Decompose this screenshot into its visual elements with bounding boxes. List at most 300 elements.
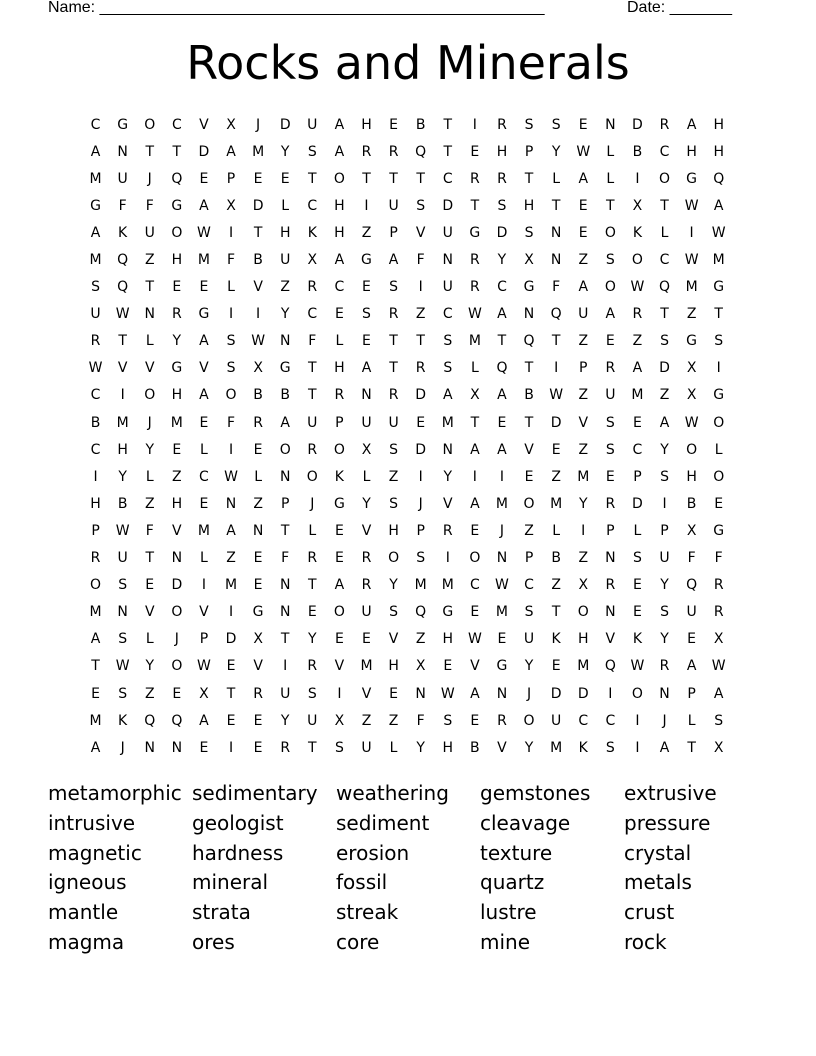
grid-letter[interactable]: T bbox=[308, 577, 317, 594]
grid-letter[interactable]: A bbox=[226, 143, 236, 160]
grid-letter[interactable]: V bbox=[199, 116, 209, 133]
grid-letter[interactable]: S bbox=[389, 279, 399, 296]
grid-letter[interactable]: R bbox=[497, 116, 507, 133]
grid-letter[interactable]: T bbox=[606, 197, 615, 214]
grid-letter[interactable]: Y bbox=[660, 441, 669, 458]
grid-letter[interactable]: U bbox=[578, 306, 589, 323]
grid-letter[interactable]: F bbox=[714, 550, 723, 567]
grid-letter[interactable]: R bbox=[334, 387, 345, 404]
grid-letter[interactable]: E bbox=[334, 550, 344, 567]
grid-letter[interactable]: U bbox=[686, 604, 697, 621]
grid-letter[interactable]: O bbox=[90, 577, 102, 594]
grid-letter[interactable]: T bbox=[524, 360, 534, 377]
grid-letter[interactable]: I bbox=[581, 522, 586, 539]
grid-letter[interactable]: H bbox=[334, 224, 345, 241]
grid-letter[interactable]: Y bbox=[524, 739, 534, 756]
grid-letter[interactable]: T bbox=[308, 170, 317, 187]
grid-letter[interactable]: R bbox=[388, 143, 399, 160]
grid-letter[interactable]: S bbox=[118, 631, 128, 648]
grid-letter[interactable]: R bbox=[361, 577, 372, 594]
grid-letter[interactable]: M bbox=[495, 495, 508, 512]
grid-letter[interactable]: E bbox=[470, 143, 480, 160]
grid-letter[interactable]: A bbox=[497, 306, 507, 323]
grid-letter[interactable]: L bbox=[633, 522, 642, 539]
grid-letter[interactable]: E bbox=[253, 170, 263, 187]
grid-letter[interactable]: J bbox=[120, 739, 125, 756]
grid-letter[interactable]: E bbox=[524, 468, 534, 485]
grid-letter[interactable]: S bbox=[605, 414, 615, 431]
grid-letter[interactable]: T bbox=[660, 306, 669, 323]
grid-letter[interactable]: A bbox=[632, 360, 643, 377]
grid-letter[interactable]: L bbox=[606, 170, 615, 187]
grid-letter[interactable]: T bbox=[308, 387, 317, 404]
grid-letter[interactable]: N bbox=[496, 550, 508, 567]
grid-letter[interactable]: S bbox=[524, 116, 534, 133]
grid-letter[interactable]: A bbox=[199, 197, 209, 214]
grid-letter[interactable]: C bbox=[469, 577, 480, 594]
grid-letter[interactable]: E bbox=[199, 414, 209, 431]
grid-letter[interactable]: T bbox=[470, 197, 480, 214]
grid-letter[interactable]: X bbox=[524, 252, 534, 269]
grid-letter[interactable]: Y bbox=[416, 739, 425, 756]
grid-letter[interactable]: U bbox=[280, 685, 291, 702]
grid-letter[interactable]: E bbox=[389, 685, 398, 702]
grid-letter[interactable]: M bbox=[89, 712, 102, 729]
grid-letter[interactable]: I bbox=[228, 224, 234, 241]
grid-letter[interactable]: U bbox=[144, 224, 155, 241]
grid-letter[interactable]: V bbox=[334, 658, 345, 675]
grid-letter[interactable]: I bbox=[418, 279, 423, 296]
grid-letter[interactable]: M bbox=[89, 170, 102, 187]
grid-letter[interactable]: T bbox=[443, 116, 453, 133]
grid-letter[interactable]: H bbox=[713, 143, 724, 160]
grid-letter[interactable]: F bbox=[145, 197, 154, 214]
grid-letter[interactable]: E bbox=[470, 522, 480, 539]
grid-letter[interactable]: V bbox=[470, 658, 480, 675]
grid-letter[interactable]: O bbox=[225, 387, 237, 404]
grid-letter[interactable]: K bbox=[632, 224, 643, 241]
grid-letter[interactable]: E bbox=[362, 631, 371, 648]
grid-letter[interactable]: T bbox=[660, 197, 669, 214]
grid-letter[interactable]: Z bbox=[524, 522, 534, 539]
grid-letter[interactable]: I bbox=[445, 550, 450, 567]
grid-letter[interactable]: E bbox=[226, 658, 236, 675]
grid-letter[interactable]: D bbox=[171, 577, 183, 594]
grid-letter[interactable]: A bbox=[334, 143, 345, 160]
grid-letter[interactable]: V bbox=[442, 495, 453, 512]
grid-letter[interactable]: U bbox=[605, 387, 616, 404]
grid-letter[interactable]: H bbox=[388, 522, 399, 539]
grid-letter[interactable]: M bbox=[170, 414, 183, 431]
grid-letter[interactable]: X bbox=[226, 197, 236, 214]
grid-letter[interactable]: Z bbox=[144, 495, 155, 512]
grid-letter[interactable]: I bbox=[337, 685, 342, 702]
grid-letter[interactable]: M bbox=[360, 658, 373, 675]
grid-letter[interactable]: S bbox=[362, 306, 371, 323]
grid-letter[interactable]: R bbox=[90, 550, 101, 567]
grid-letter[interactable]: E bbox=[443, 658, 453, 675]
grid-letter[interactable]: T bbox=[443, 143, 453, 160]
grid-letter[interactable]: W bbox=[467, 306, 482, 323]
grid-letter[interactable]: Q bbox=[117, 252, 129, 269]
grid-letter[interactable]: O bbox=[631, 685, 643, 702]
grid-letter[interactable]: G bbox=[198, 306, 210, 323]
grid-letter[interactable]: U bbox=[117, 550, 128, 567]
grid-letter[interactable]: S bbox=[416, 550, 426, 567]
grid-letter[interactable]: X bbox=[686, 387, 697, 404]
grid-letter[interactable]: D bbox=[550, 414, 562, 431]
grid-letter[interactable]: J bbox=[256, 116, 261, 133]
grid-letter[interactable]: F bbox=[416, 712, 425, 729]
grid-letter[interactable]: H bbox=[713, 116, 724, 133]
grid-letter[interactable]: H bbox=[577, 631, 589, 648]
grid-letter[interactable]: B bbox=[280, 387, 290, 404]
grid-letter[interactable]: M bbox=[116, 414, 129, 431]
grid-letter[interactable]: A bbox=[686, 658, 697, 675]
grid-letter[interactable]: R bbox=[388, 306, 399, 323]
grid-letter[interactable]: Q bbox=[659, 279, 671, 296]
grid-letter[interactable]: N bbox=[144, 306, 155, 323]
grid-letter[interactable]: O bbox=[604, 224, 616, 241]
grid-letter[interactable]: C bbox=[524, 577, 534, 594]
grid-letter[interactable]: A bbox=[199, 712, 209, 729]
grid-letter[interactable]: A bbox=[686, 116, 697, 133]
grid-letter[interactable]: J bbox=[499, 522, 505, 539]
grid-letter[interactable]: Y bbox=[145, 658, 155, 675]
grid-letter[interactable]: K bbox=[307, 224, 317, 241]
grid-letter[interactable]: E bbox=[199, 170, 209, 187]
grid-letter[interactable]: A bbox=[578, 279, 589, 296]
grid-letter[interactable]: V bbox=[415, 224, 426, 241]
grid-letter[interactable]: W bbox=[711, 658, 726, 675]
grid-letter[interactable]: Z bbox=[144, 252, 155, 269]
grid-letter[interactable]: P bbox=[199, 631, 209, 648]
grid-letter[interactable]: C bbox=[90, 387, 101, 404]
grid-letter[interactable]: R bbox=[171, 306, 182, 323]
grid-letter[interactable]: F bbox=[226, 252, 236, 269]
grid-letter[interactable]: H bbox=[686, 143, 697, 160]
grid-letter[interactable]: Q bbox=[415, 604, 427, 621]
grid-letter[interactable]: F bbox=[552, 279, 561, 296]
grid-letter[interactable]: H bbox=[523, 197, 535, 214]
grid-letter[interactable]: N bbox=[442, 252, 453, 269]
grid-letter[interactable]: B bbox=[551, 550, 561, 567]
grid-letter[interactable]: C bbox=[171, 116, 182, 133]
grid-letter[interactable]: M bbox=[468, 333, 481, 350]
grid-letter[interactable]: I bbox=[689, 224, 694, 241]
grid-letter[interactable]: D bbox=[496, 224, 508, 241]
grid-letter[interactable]: H bbox=[171, 252, 183, 269]
grid-letter[interactable]: W bbox=[115, 522, 130, 539]
grid-letter[interactable]: A bbox=[470, 495, 480, 512]
grid-letter[interactable]: H bbox=[90, 495, 101, 512]
grid-letter[interactable]: S bbox=[307, 143, 317, 160]
grid-letter[interactable]: T bbox=[389, 333, 398, 350]
grid-letter[interactable]: I bbox=[472, 116, 477, 133]
grid-letter[interactable]: E bbox=[578, 197, 588, 214]
grid-letter[interactable]: S bbox=[416, 197, 426, 214]
grid-letter[interactable]: R bbox=[90, 333, 101, 350]
grid-letter[interactable]: W bbox=[549, 387, 564, 404]
grid-letter[interactable]: S bbox=[497, 197, 507, 214]
grid-letter[interactable]: W bbox=[115, 658, 130, 675]
grid-letter[interactable]: L bbox=[389, 739, 398, 756]
grid-letter[interactable]: P bbox=[524, 143, 534, 160]
grid-letter[interactable]: F bbox=[416, 252, 425, 269]
grid-letter[interactable]: O bbox=[144, 116, 156, 133]
grid-letter[interactable]: V bbox=[172, 522, 182, 539]
grid-letter[interactable]: L bbox=[552, 522, 561, 539]
grid-letter[interactable]: E bbox=[362, 333, 371, 350]
grid-letter[interactable]: A bbox=[334, 577, 345, 594]
grid-letter[interactable]: X bbox=[226, 116, 236, 133]
grid-letter[interactable]: L bbox=[254, 468, 263, 485]
grid-letter[interactable]: L bbox=[200, 441, 208, 458]
grid-letter[interactable]: S bbox=[605, 739, 615, 756]
grid-letter[interactable]: E bbox=[334, 522, 344, 539]
grid-letter[interactable]: Q bbox=[686, 577, 698, 594]
grid-letter[interactable]: B bbox=[686, 495, 697, 512]
grid-letter[interactable]: S bbox=[551, 116, 561, 133]
grid-letter[interactable]: S bbox=[389, 441, 399, 458]
grid-letter[interactable]: S bbox=[524, 224, 534, 241]
grid-letter[interactable]: Z bbox=[551, 468, 561, 485]
grid-letter[interactable]: U bbox=[307, 712, 318, 729]
grid-letter[interactable]: R bbox=[605, 577, 616, 594]
grid-letter[interactable]: S bbox=[226, 333, 236, 350]
grid-letter[interactable]: Y bbox=[362, 495, 371, 512]
grid-letter[interactable]: Z bbox=[578, 333, 589, 350]
grid-letter[interactable]: Z bbox=[361, 712, 372, 729]
grid-letter[interactable]: L bbox=[687, 712, 696, 729]
grid-letter[interactable]: T bbox=[172, 143, 182, 160]
grid-letter[interactable]: Y bbox=[280, 143, 290, 160]
grid-letter[interactable]: P bbox=[524, 550, 534, 567]
grid-letter[interactable]: Z bbox=[361, 224, 372, 241]
grid-letter[interactable]: B bbox=[415, 116, 426, 133]
grid-letter[interactable]: R bbox=[361, 550, 372, 567]
grid-letter[interactable]: N bbox=[605, 550, 616, 567]
grid-letter[interactable]: Q bbox=[171, 712, 183, 729]
grid-letter[interactable]: A bbox=[497, 387, 507, 404]
grid-letter[interactable]: I bbox=[228, 306, 234, 323]
grid-letter[interactable]: R bbox=[497, 170, 507, 187]
grid-letter[interactable]: A bbox=[226, 522, 236, 539]
grid-letter[interactable]: K bbox=[578, 739, 588, 756]
grid-letter[interactable]: A bbox=[659, 414, 670, 431]
grid-letter[interactable]: E bbox=[578, 224, 588, 241]
grid-letter[interactable]: O bbox=[171, 658, 183, 675]
grid-letter[interactable]: E bbox=[416, 414, 426, 431]
grid-letter[interactable]: Y bbox=[524, 658, 534, 675]
grid-letter[interactable]: L bbox=[308, 522, 317, 539]
grid-letter[interactable]: X bbox=[361, 441, 372, 458]
grid-letter[interactable]: E bbox=[470, 604, 480, 621]
grid-letter[interactable]: O bbox=[631, 252, 643, 269]
grid-letter[interactable]: T bbox=[551, 197, 561, 214]
grid-letter[interactable]: Y bbox=[660, 631, 669, 648]
grid-letter[interactable]: X bbox=[632, 197, 643, 214]
grid-letter[interactable]: I bbox=[228, 604, 234, 621]
grid-letter[interactable]: Q bbox=[713, 170, 725, 187]
grid-letter[interactable]: L bbox=[145, 468, 154, 485]
grid-letter[interactable]: S bbox=[714, 333, 724, 350]
grid-letter[interactable]: V bbox=[144, 360, 155, 377]
grid-letter[interactable]: W bbox=[576, 143, 591, 160]
grid-letter[interactable]: J bbox=[310, 495, 315, 512]
grid-letter[interactable]: N bbox=[171, 550, 183, 567]
grid-letter[interactable]: J bbox=[147, 170, 152, 187]
grid-letter[interactable]: D bbox=[577, 685, 589, 702]
grid-letter[interactable]: M bbox=[441, 577, 454, 594]
grid-letter[interactable]: R bbox=[713, 604, 724, 621]
grid-letter[interactable]: L bbox=[145, 631, 154, 648]
grid-letter[interactable]: N bbox=[550, 224, 562, 241]
grid-letter[interactable]: W bbox=[88, 360, 103, 377]
grid-letter[interactable]: Y bbox=[280, 306, 290, 323]
grid-letter[interactable]: Y bbox=[551, 143, 561, 160]
grid-letter[interactable]: Q bbox=[117, 279, 129, 296]
grid-letter[interactable]: N bbox=[415, 685, 426, 702]
grid-letter[interactable]: K bbox=[334, 468, 344, 485]
grid-letter[interactable]: S bbox=[714, 712, 724, 729]
grid-letter[interactable]: E bbox=[605, 333, 615, 350]
grid-letter[interactable]: U bbox=[523, 631, 535, 648]
grid-letter[interactable]: E bbox=[470, 712, 480, 729]
grid-letter[interactable]: Y bbox=[280, 712, 290, 729]
grid-letter[interactable]: W bbox=[630, 658, 645, 675]
grid-letter[interactable]: E bbox=[687, 631, 697, 648]
grid-letter[interactable]: V bbox=[199, 604, 209, 621]
grid-letter[interactable]: V bbox=[578, 414, 589, 431]
grid-letter[interactable]: Z bbox=[388, 468, 399, 485]
grid-letter[interactable]: V bbox=[144, 604, 155, 621]
grid-letter[interactable]: O bbox=[659, 170, 671, 187]
grid-letter[interactable]: Z bbox=[144, 685, 155, 702]
grid-letter[interactable]: A bbox=[713, 197, 724, 214]
grid-letter[interactable]: E bbox=[172, 685, 182, 702]
grid-letter[interactable]: R bbox=[497, 712, 507, 729]
grid-letter[interactable]: O bbox=[144, 387, 156, 404]
grid-letter[interactable]: R bbox=[415, 360, 426, 377]
grid-letter[interactable]: S bbox=[91, 279, 100, 296]
grid-letter[interactable]: Q bbox=[550, 306, 562, 323]
grid-letter[interactable]: E bbox=[551, 441, 561, 458]
grid-letter[interactable]: J bbox=[147, 414, 152, 431]
grid-letter[interactable]: U bbox=[307, 414, 318, 431]
grid-letter[interactable]: H bbox=[388, 658, 399, 675]
grid-letter[interactable]: T bbox=[226, 685, 236, 702]
grid-letter[interactable]: E bbox=[632, 604, 642, 621]
grid-letter[interactable]: N bbox=[144, 739, 155, 756]
grid-letter[interactable]: U bbox=[442, 279, 453, 296]
grid-letter[interactable]: R bbox=[253, 685, 263, 702]
grid-letter[interactable]: A bbox=[470, 441, 480, 458]
grid-letter[interactable]: P bbox=[226, 170, 236, 187]
grid-letter[interactable]: W bbox=[684, 197, 699, 214]
grid-letter[interactable]: N bbox=[117, 143, 128, 160]
grid-letter[interactable]: M bbox=[89, 252, 102, 269]
grid-letter[interactable]: C bbox=[90, 441, 101, 458]
grid-letter[interactable]: R bbox=[605, 495, 616, 512]
grid-letter[interactable]: A bbox=[361, 360, 372, 377]
grid-letter[interactable]: F bbox=[118, 197, 127, 214]
grid-letter[interactable]: T bbox=[145, 279, 155, 296]
grid-letter[interactable]: R bbox=[253, 414, 263, 431]
grid-letter[interactable]: M bbox=[197, 522, 210, 539]
grid-letter[interactable]: R bbox=[307, 550, 318, 567]
grid-letter[interactable]: J bbox=[174, 631, 179, 648]
grid-letter[interactable]: M bbox=[495, 604, 508, 621]
grid-letter[interactable]: I bbox=[120, 387, 125, 404]
grid-letter[interactable]: Z bbox=[578, 252, 589, 269]
grid-letter[interactable]: I bbox=[418, 468, 423, 485]
grid-letter[interactable]: E bbox=[497, 414, 507, 431]
grid-letter[interactable]: I bbox=[499, 468, 505, 485]
grid-letter[interactable]: Y bbox=[172, 333, 182, 350]
grid-letter[interactable]: O bbox=[333, 604, 345, 621]
grid-letter[interactable]: C bbox=[442, 306, 453, 323]
grid-letter[interactable]: A bbox=[388, 252, 399, 269]
grid-letter[interactable]: Z bbox=[632, 333, 643, 350]
grid-letter[interactable]: I bbox=[662, 495, 667, 512]
grid-letter[interactable]: I bbox=[635, 739, 640, 756]
grid-letter[interactable]: R bbox=[388, 387, 399, 404]
grid-letter[interactable]: U bbox=[361, 739, 372, 756]
grid-letter[interactable]: E bbox=[280, 170, 290, 187]
grid-letter[interactable]: M bbox=[631, 387, 644, 404]
grid-letter[interactable]: I bbox=[283, 658, 288, 675]
grid-letter[interactable]: C bbox=[199, 468, 209, 485]
grid-letter[interactable]: H bbox=[442, 739, 454, 756]
grid-letter[interactable]: A bbox=[199, 387, 209, 404]
grid-letter[interactable]: Q bbox=[144, 712, 156, 729]
grid-letter[interactable]: N bbox=[171, 739, 183, 756]
grid-letter[interactable]: I bbox=[716, 360, 721, 377]
grid-letter[interactable]: S bbox=[389, 604, 399, 621]
grid-letter[interactable]: I bbox=[554, 360, 559, 377]
grid-letter[interactable]: Z bbox=[226, 550, 236, 567]
grid-letter[interactable]: E bbox=[632, 414, 642, 431]
grid-letter[interactable]: R bbox=[361, 143, 372, 160]
grid-letter[interactable]: E bbox=[226, 712, 236, 729]
grid-letter[interactable]: I bbox=[364, 197, 369, 214]
grid-letter[interactable]: M bbox=[685, 279, 698, 296]
grid-letter[interactable]: Z bbox=[415, 631, 426, 648]
grid-letter[interactable]: H bbox=[171, 387, 183, 404]
grid-letter[interactable]: T bbox=[416, 333, 425, 350]
grid-letter[interactable]: T bbox=[389, 360, 398, 377]
grid-letter[interactable]: U bbox=[117, 170, 128, 187]
grid-letter[interactable]: A bbox=[90, 143, 101, 160]
grid-letter[interactable]: W bbox=[197, 658, 211, 675]
grid-letter[interactable]: S bbox=[118, 685, 128, 702]
grid-letter[interactable]: P bbox=[633, 468, 642, 485]
grid-letter[interactable]: S bbox=[605, 252, 615, 269]
grid-letter[interactable]: S bbox=[307, 685, 317, 702]
grid-letter[interactable]: I bbox=[635, 712, 640, 729]
grid-letter[interactable]: G bbox=[442, 604, 454, 621]
grid-letter[interactable]: T bbox=[145, 550, 155, 567]
grid-letter[interactable]: I bbox=[228, 739, 234, 756]
grid-letter[interactable]: P bbox=[389, 224, 398, 241]
grid-letter[interactable]: B bbox=[632, 143, 643, 160]
grid-letter[interactable]: V bbox=[117, 360, 128, 377]
grid-letter[interactable]: G bbox=[171, 360, 183, 377]
grid-letter[interactable]: H bbox=[442, 631, 454, 648]
grid-letter[interactable]: F bbox=[687, 550, 696, 567]
grid-letter[interactable]: S bbox=[118, 577, 128, 594]
